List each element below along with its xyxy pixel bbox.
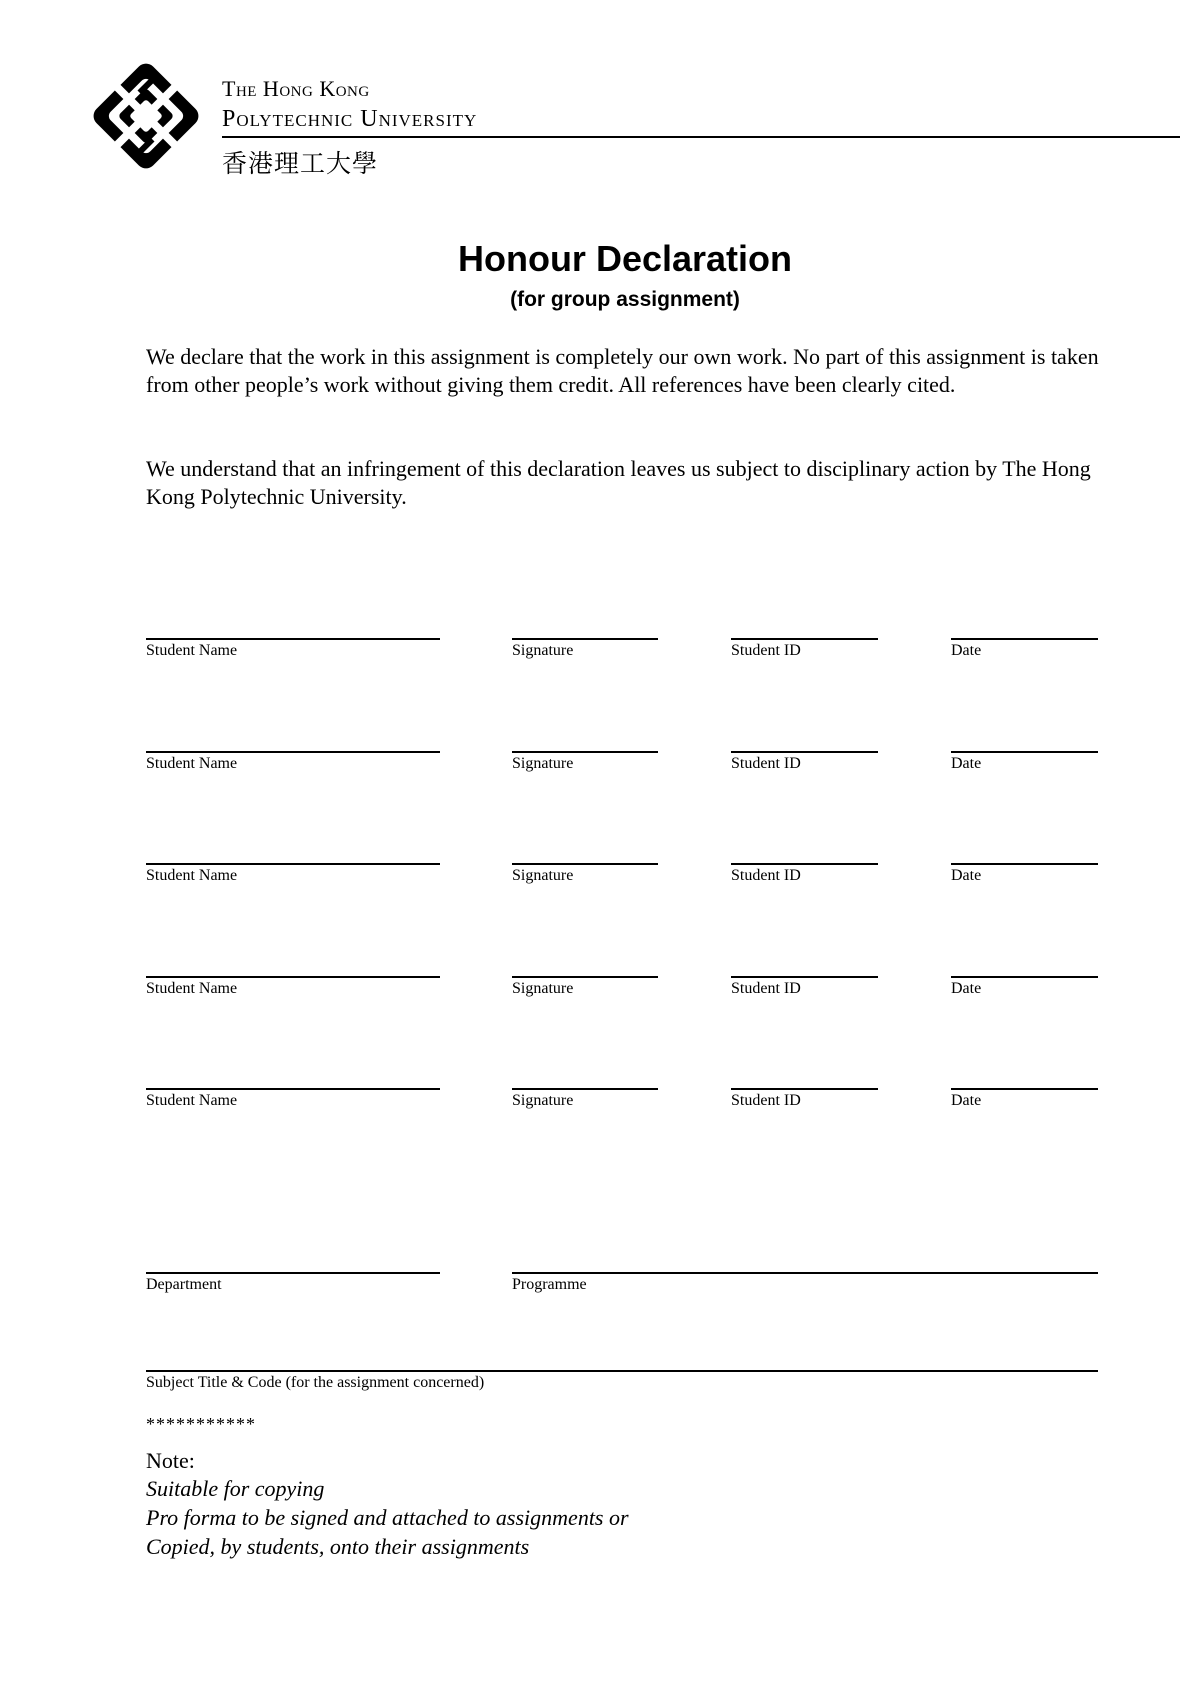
student-name-field-line[interactable] — [146, 638, 440, 640]
date-label: Date — [951, 980, 982, 997]
signature-field-line[interactable] — [512, 863, 658, 865]
signature-label: Signature — [512, 1092, 574, 1109]
student-name-label: Student Name — [146, 642, 238, 659]
signature-label: Signature — [512, 642, 574, 659]
student-name-label: Student Name — [146, 755, 238, 772]
date-field-line[interactable] — [951, 976, 1098, 978]
student-name-field-line[interactable] — [146, 976, 440, 978]
student-id-field-line[interactable] — [731, 638, 878, 640]
date-field-line[interactable] — [951, 863, 1098, 865]
date-field-line[interactable] — [951, 1088, 1098, 1090]
date-label: Date — [951, 642, 982, 659]
student-name-field-line[interactable] — [146, 863, 440, 865]
student-id-label: Student ID — [731, 755, 801, 772]
declaration-paragraph-2: We understand that an infringement of this declaration leaves us subject to disciplinary action by The Hong Kong Polytechnic University. — [146, 456, 1091, 509]
signature-field-line[interactable] — [512, 751, 658, 753]
student-id-field-line[interactable] — [731, 1088, 878, 1090]
student-id-label: Student ID — [731, 980, 801, 997]
student-id-field-line[interactable] — [731, 976, 878, 978]
student-name-field-line[interactable] — [146, 1088, 440, 1090]
student-id-label: Student ID — [731, 642, 801, 659]
note-line-3: Copied, by students, onto their assignments — [146, 1534, 530, 1559]
student-id-label: Student ID — [731, 867, 801, 884]
signature-field-line[interactable] — [512, 976, 658, 978]
date-field-line[interactable] — [951, 638, 1098, 640]
student-id-field-line[interactable] — [731, 863, 878, 865]
student-id-field-line[interactable] — [731, 751, 878, 753]
polyu-logo — [84, 54, 208, 178]
signature-label: Signature — [512, 755, 574, 772]
student-name-label: Student Name — [146, 980, 238, 997]
note-separator: *********** — [146, 1414, 256, 1434]
date-label: Date — [951, 755, 982, 772]
department-field-line[interactable] — [146, 1272, 440, 1274]
page-title: Honour Declaration — [457, 238, 793, 279]
page-subtitle: (for group assignment) — [510, 288, 740, 311]
date-label: Date — [951, 1092, 982, 1109]
student-name-label: Student Name — [146, 1092, 238, 1109]
signature-label: Signature — [512, 980, 574, 997]
signature-field-line[interactable] — [512, 1088, 658, 1090]
date-label: Date — [951, 867, 982, 884]
university-name-line1: The Hong Kong — [222, 76, 370, 101]
header-rule — [222, 136, 1180, 138]
declaration-paragraph-1: We declare that the work in this assignment is completely our own work. No part of this assignment is taken from other people’s work without giving them credit. All references have been clearly cited. — [146, 344, 1099, 397]
subject-label: Subject Title & Code (for the assignment concerned) — [146, 1374, 485, 1391]
note-line-2: Pro forma to be signed and attached to assignments or — [146, 1505, 629, 1530]
subject-field-line[interactable] — [146, 1370, 1098, 1372]
note-heading: Note: — [146, 1448, 195, 1473]
student-id-label: Student ID — [731, 1092, 801, 1109]
programme-field-line[interactable] — [512, 1272, 1098, 1274]
signature-field-line[interactable] — [512, 638, 658, 640]
note-body — [146, 1474, 629, 1561]
programme-label: Programme — [512, 1276, 587, 1293]
university-name-chinese: 香港理工大學 — [222, 151, 379, 178]
student-name-field-line[interactable] — [146, 751, 440, 753]
date-field-line[interactable] — [951, 751, 1098, 753]
signature-label: Signature — [512, 867, 574, 884]
student-name-label: Student Name — [146, 867, 238, 884]
department-label: Department — [146, 1276, 222, 1293]
university-name-line2: Polytechnic University — [222, 106, 478, 132]
note-line-1: Suitable for copying — [146, 1476, 325, 1501]
